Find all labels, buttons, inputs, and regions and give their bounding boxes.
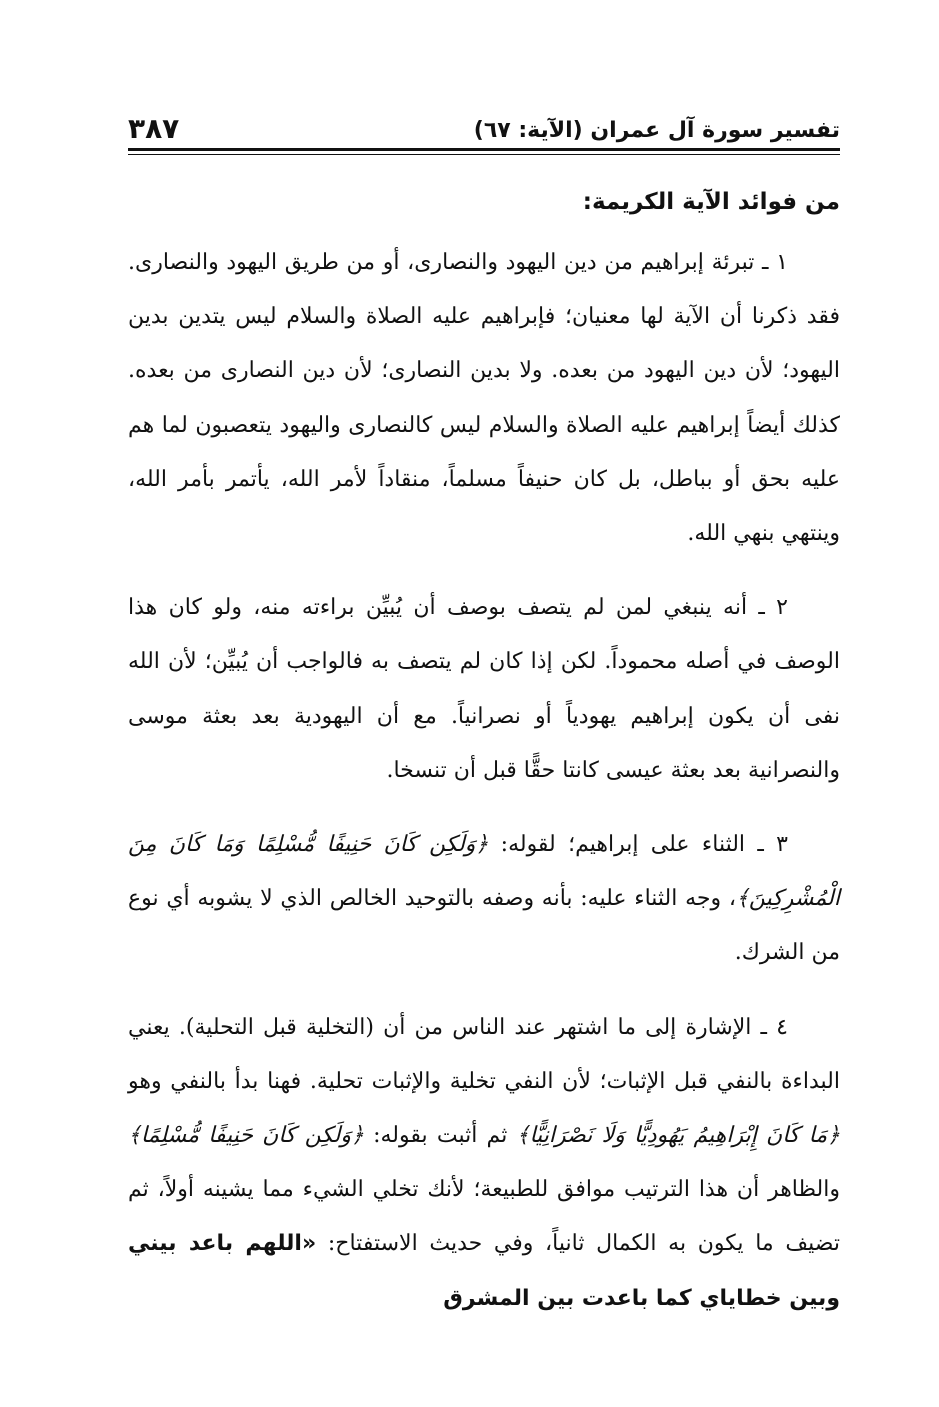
- point-4-lead: ٤ ـ الإشارة إلى ما اشتهر عند الناس من أن (التخلية قبل التحلية). يعني البداءة بالنفي قبل الإثبات؛ لأن النفي تخلية والإثبات تحلية. فهنا بدأ بالنفي وهو: [128, 1014, 840, 1094]
- point-4-tail: والظاهر أن هذا الترتيب موافق للطبيعة؛ لأنك تخلي الشيء مما يشينه أولاً، ثم تضيف ما يكون به الكمال ثانياً، وفي حديث الاستفتاح:: [128, 1177, 840, 1257]
- point-4: [128, 1001, 840, 1326]
- quran-verse: ﴿مَا كَانَ إِبْرَاهِيمُ يَهُودِيًّا وَلَا نَصْرَانِيًّا﴾: [516, 1123, 840, 1149]
- running-title: تفسير سورة آل عمران (الآية: ٦٧): [473, 118, 840, 143]
- point-2-text: ٢ ـ أنه ينبغي لمن لم يتصف بوصف أن يُبيِّن براءته منه، ولو كان هذا الوصف في أصله محموداً. لكن إذا كان لم يتصف به فالواجب أن يُبيِّن؛ لأن الله نفى أن يكون إبراهيم يهودياً أو نصرانياً. مع أن اليهودية بعد بعثة موسى والنصرانية بعد بعثة عيسى كانتا حقًّا قبل أن تنسخا.: [128, 595, 840, 783]
- section-heading: من فوائد الآية الكريمة:: [582, 189, 840, 215]
- point-2: [128, 581, 840, 798]
- header-rule-thin: [128, 154, 840, 155]
- quran-verse: ﴿وَلَكِن كَانَ حَنِيفًا مُّسْلِمًا وَمَا كَانَ مِنَ الْمُشْرِكِينَ﴾: [128, 832, 840, 912]
- point-1-text: ١ ـ تبرئة إبراهيم من دين اليهود والنصارى، أو من طريق اليهود والنصارى. فقد ذكرنا أن الآية لها معنيان؛ فإبراهيم عليه الصلاة والسلام ليس يتدين بدين اليهود؛ لأن دين اليهود من بعده. ولا بدين النصارى؛ لأن دين النصارى من بعده. كذلك أيضاً إبراهيم عليه الصلاة والسلام ليس كالنصارى واليهود يتعصبون لما هم عليه بحق أو بباطل، بل كان حنيفاً مسلماً، منقاداً لأمر الله، يأتمر بأمر الله، وينتهي بنهي الله.: [128, 250, 840, 547]
- quran-verse: ﴿وَلَكِن كَانَ حَنِيفًا مُّسْلِمًا﴾: [128, 1123, 364, 1149]
- header-rule-thick: [128, 148, 840, 151]
- point-4-middle: ثم أثبت بقوله:: [363, 1123, 517, 1149]
- point-3-tail: ، وجه الثناء عليه: بأنه وصفه بالتوحيد الخالص الذي لا يشوبه أي نوع من الشرك.: [128, 886, 840, 966]
- point-3-lead: ٣ ـ الثناء على إبراهيم؛ لقوله:: [488, 832, 788, 858]
- hadith-quote: «اللهم باعد بيني وبين خطاياي كما باعدت بين المشرق: [128, 1231, 840, 1311]
- page-body: [128, 180, 840, 1326]
- point-1: [128, 236, 840, 561]
- point-3: [128, 818, 840, 981]
- page-number: ٣٨٧: [128, 112, 180, 145]
- page-header: [128, 98, 840, 146]
